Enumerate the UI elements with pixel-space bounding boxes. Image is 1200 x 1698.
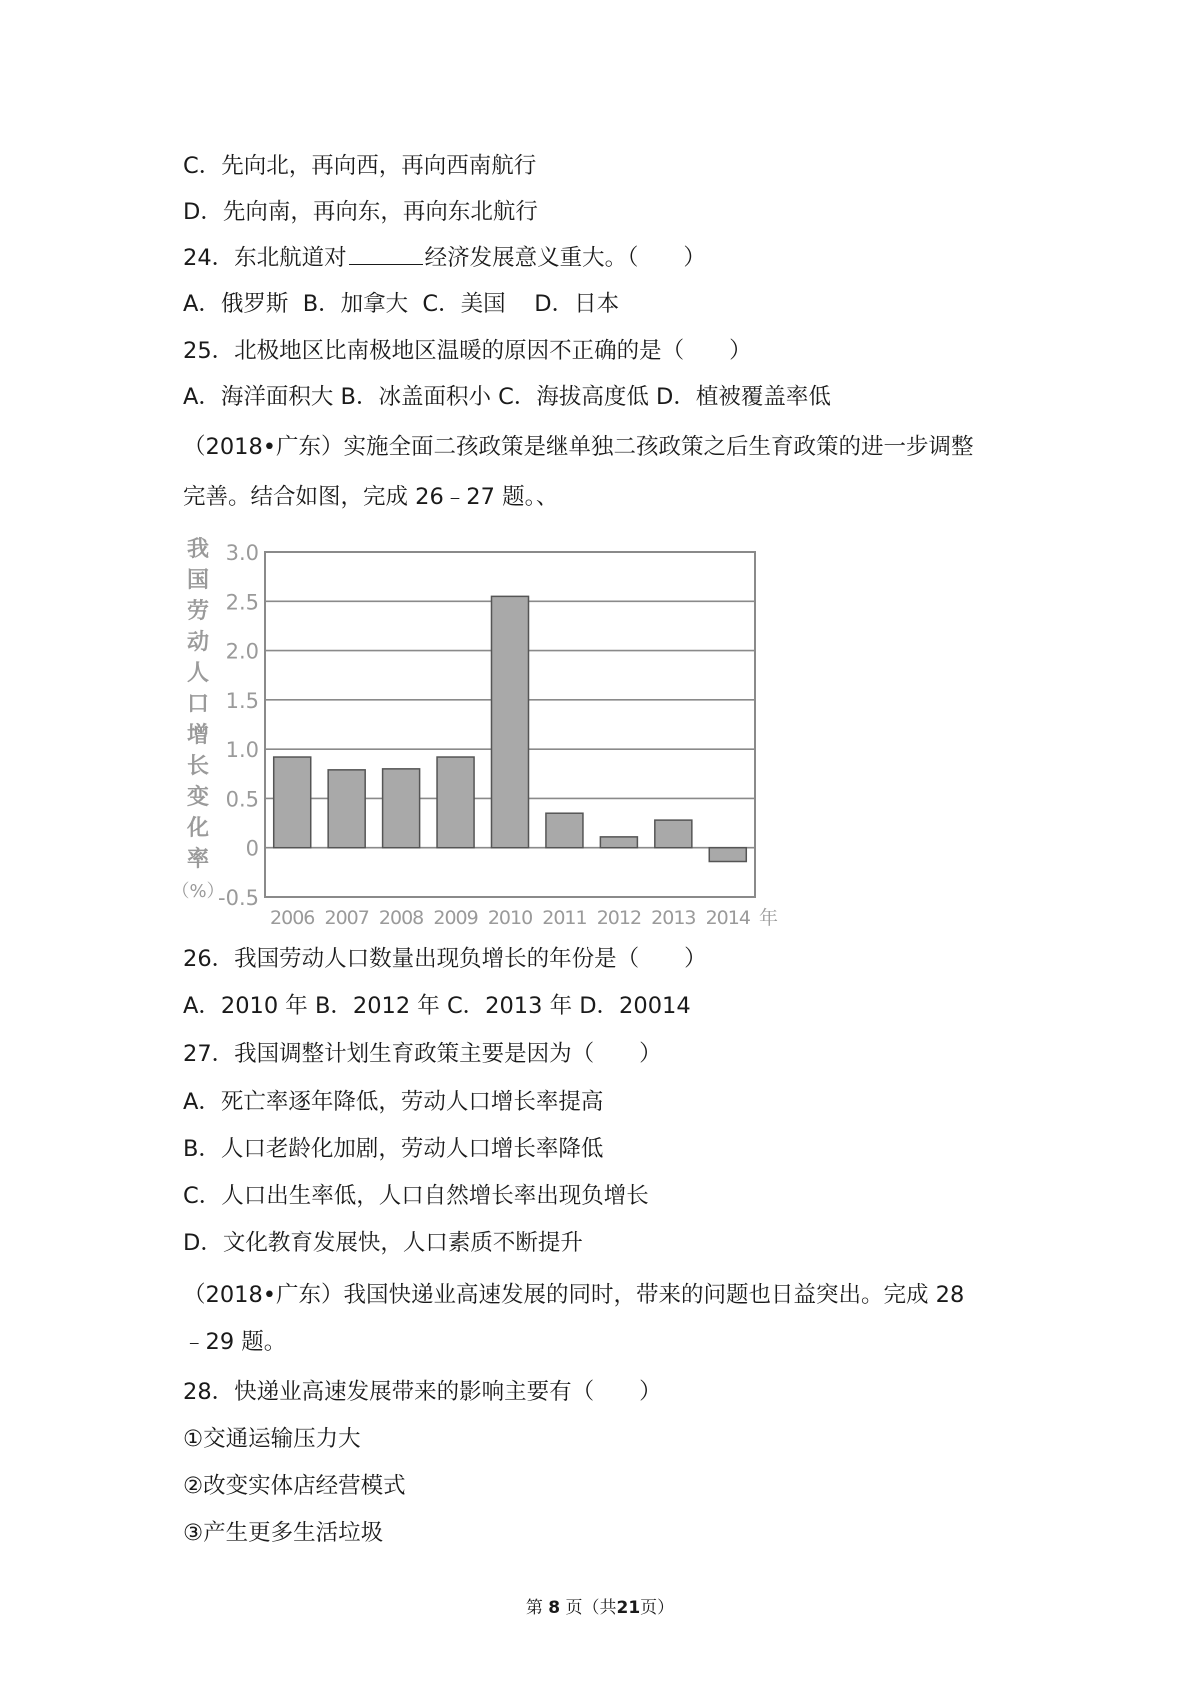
y-tick-label: 1.5	[225, 688, 259, 713]
y-axis-label-char: 人	[186, 661, 210, 686]
bar	[437, 757, 474, 848]
question-25: 25．北极地区比南极地区温暖的原因不正确的是（ ）	[183, 338, 752, 364]
y-tick-label: 1.0	[225, 738, 259, 763]
question-24-stem: 24．东北航道对	[183, 245, 347, 271]
y-axis-unit: （%）	[171, 881, 225, 902]
y-tick-label: 0.5	[225, 787, 259, 812]
question-28-item-1: ①交通运输压力大	[183, 1426, 361, 1452]
question-24-options: A．俄罗斯 B．加拿大 C．美国 D．日本	[183, 291, 620, 317]
question-27: 27．我国调整计划生育政策主要是因为（ ）	[183, 1041, 662, 1067]
y-axis-label-char: 率	[186, 847, 210, 872]
footer-suffix: 页）	[640, 1598, 675, 1618]
y-axis-label-char: 长	[186, 754, 210, 779]
question-28-item-3: ③产生更多生活垃圾	[183, 1520, 384, 1546]
footer-middle: 页（共	[565, 1598, 617, 1618]
y-tick-label: 2.0	[225, 639, 259, 664]
question-27-option-d: D．文化教育发展快，人口素质不断提升	[183, 1230, 583, 1256]
x-tick-label: 2007	[324, 907, 369, 929]
y-axis-label-char: 动	[186, 630, 210, 655]
x-tick-label: 2010	[487, 907, 533, 929]
y-tick-label: 0	[245, 836, 259, 861]
y-axis-label-char: 变	[186, 785, 210, 810]
question-26-options: A．2010 年 B．2012 年 C．2013 年 D．20014	[183, 993, 691, 1019]
bar	[383, 769, 420, 848]
question-25-options: A．海洋面积大 B．冰盖面积小 C．海拔高度低 D．植被覆盖率低	[183, 384, 831, 410]
footer-prefix: 第	[525, 1598, 543, 1618]
y-axis-label-char: 口	[186, 692, 210, 717]
bar	[328, 770, 365, 848]
y-axis-label-char: 增	[186, 723, 210, 748]
question-27-option-a: A．死亡率逐年降低，劳动人口增长率提高	[183, 1089, 604, 1115]
y-tick-label: 3.0	[225, 541, 259, 565]
bar	[655, 820, 692, 848]
question-26: 26．我国劳动人口数量出现负增长的年份是（ ）	[183, 946, 707, 972]
x-tick-label: 2013	[651, 907, 696, 929]
passage-intro-1-line2: 完善。结合如图，完成 26﹣27 题。、	[183, 484, 559, 510]
labor-population-chart	[171, 530, 779, 935]
y-axis-label-char: 化	[186, 816, 210, 841]
fill-blank	[349, 242, 423, 265]
y-tick-label: -0.5	[218, 886, 259, 910]
page-footer	[0, 1596, 1200, 1620]
bar	[600, 837, 637, 848]
bar	[546, 813, 583, 848]
x-unit-label: 年	[759, 907, 779, 929]
footer-page-number: 8	[548, 1598, 561, 1618]
bar	[709, 848, 746, 862]
question-28-item-2: ②改变实体店经营模式	[183, 1473, 406, 1499]
bar-chart-svg	[171, 530, 779, 935]
question-24-tail: 经济发展意义重大。（ ）	[424, 245, 706, 271]
x-tick-label: 2012	[596, 907, 642, 929]
question-27-option-b: B．人口老龄化加剧，劳动人口增长率降低	[183, 1136, 604, 1162]
x-tick-label: 2009	[433, 907, 478, 929]
question-27-option-c: C．人口出生率低，人口自然增长率出现负增长	[183, 1183, 649, 1209]
x-tick-label: 2008	[378, 907, 424, 929]
footer-total-pages: 21	[616, 1598, 641, 1618]
q23-option-c: C．先向北，再向西，再向西南航行	[183, 153, 537, 179]
y-axis-label-char: 我	[186, 537, 210, 562]
q23-option-d: D．先向南，再向东，再向东北航行	[183, 199, 538, 225]
y-tick-label: 2.5	[225, 590, 259, 615]
question-24	[183, 242, 706, 274]
passage-intro-2-line2: ﹣29 题。	[183, 1329, 287, 1355]
y-axis-label-char: 国	[186, 568, 210, 593]
passage-intro-2-line1: （2018•广东）我国快递业高速发展的同时，带来的问题也日益突出。完成 28	[183, 1282, 965, 1308]
x-tick-label: 2006	[270, 907, 315, 929]
bar	[491, 596, 528, 847]
passage-intro-1-line1: （2018•广东）实施全面二孩政策是继单独二孩政策之后生育政策的进一步调整	[183, 434, 974, 460]
bar	[274, 757, 311, 848]
question-28: 28．快递业高速发展带来的影响主要有（ ）	[183, 1379, 662, 1405]
x-tick-label: 2011	[542, 907, 587, 929]
y-axis-label-char: 劳	[186, 599, 210, 624]
x-tick-label: 2014	[705, 907, 750, 929]
